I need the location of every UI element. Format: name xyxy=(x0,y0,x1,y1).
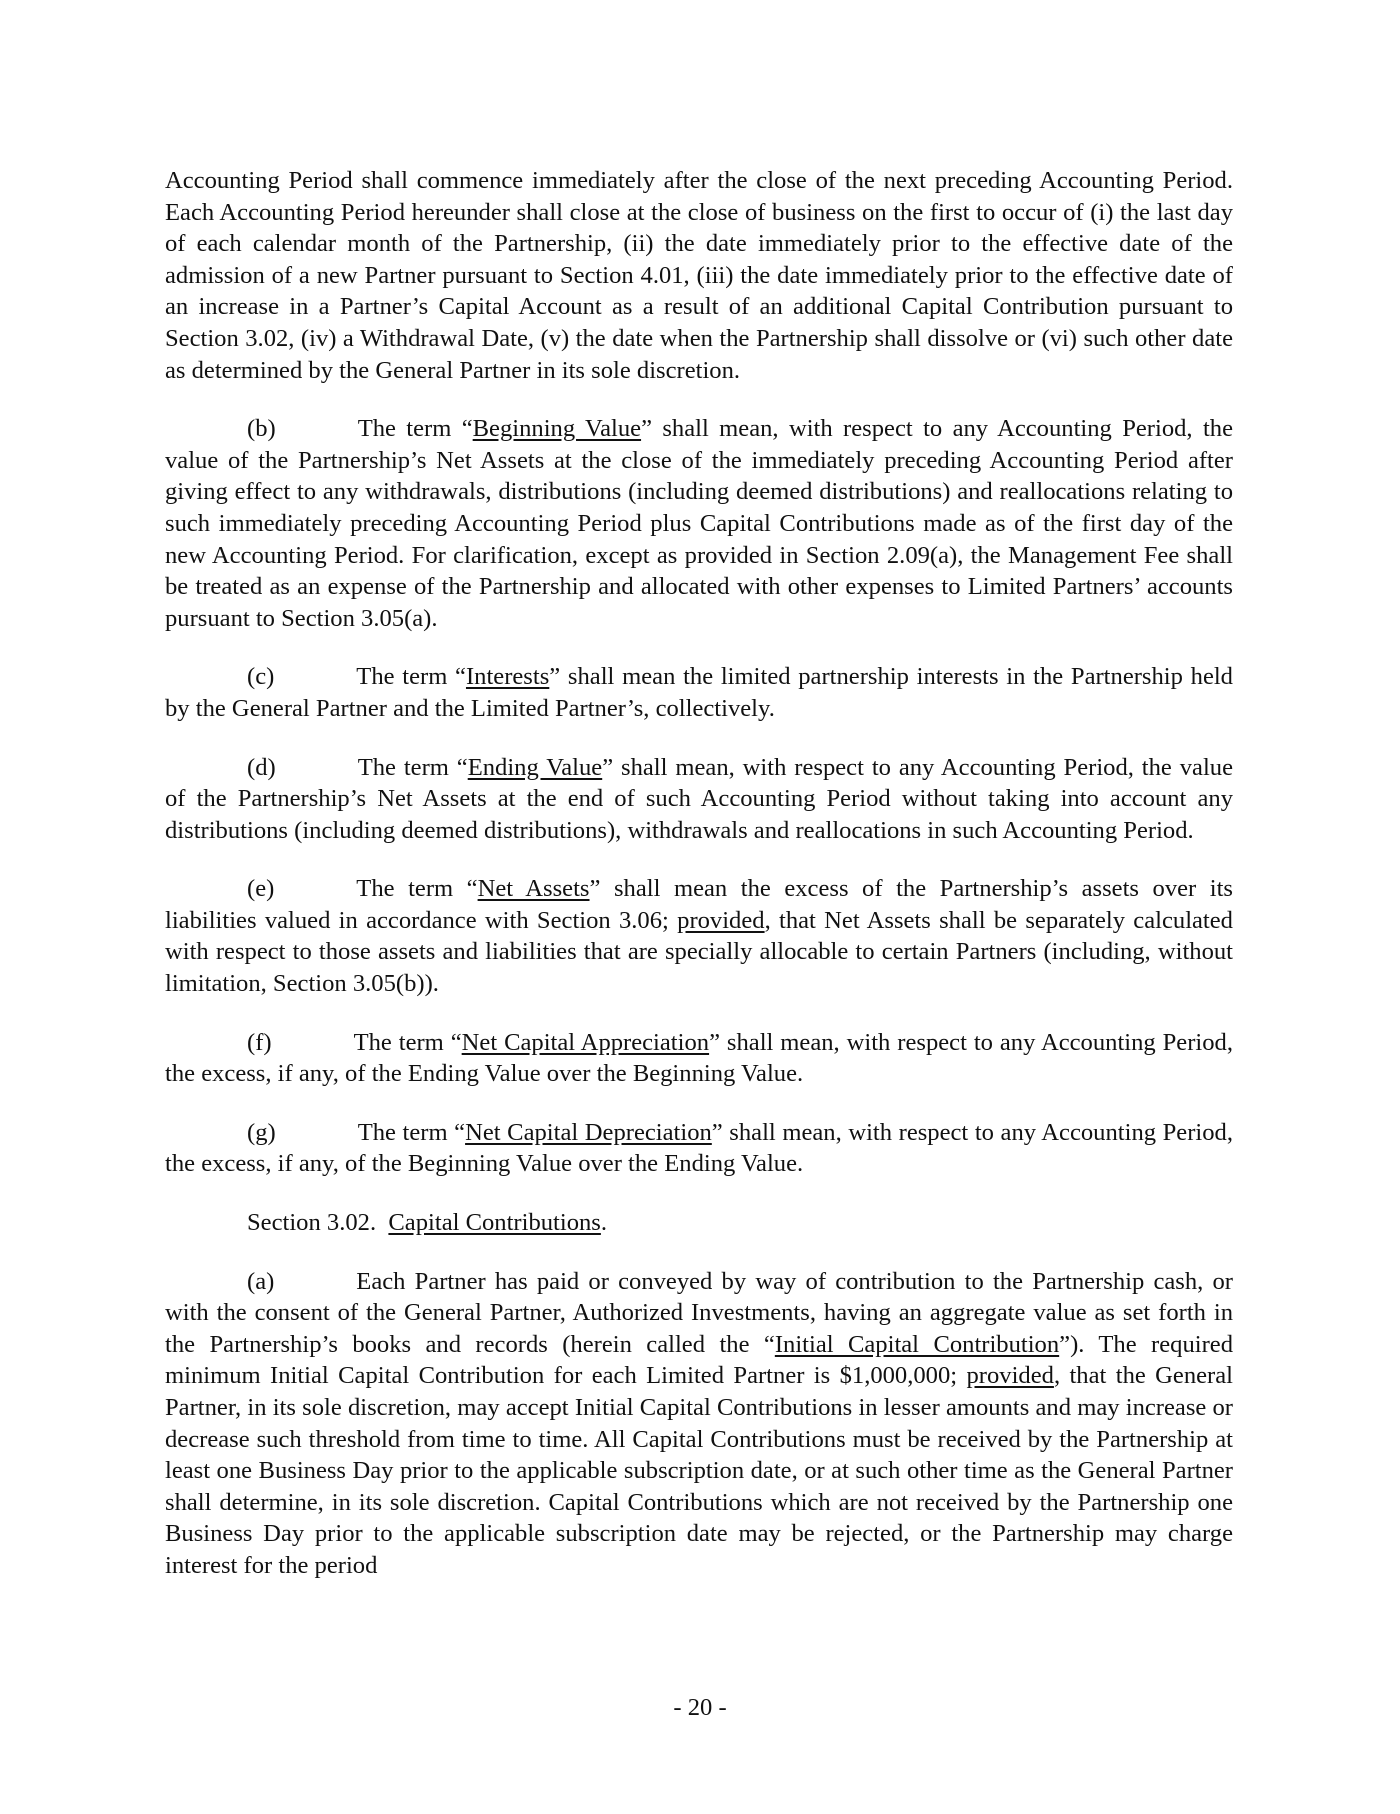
clause-label: (d) xyxy=(247,753,276,781)
defined-term: Net Capital Appreciation xyxy=(461,1028,710,1056)
clause-text: ” shall mean, with respect to any Accounting Period, the value of the Partnership’s Net Assets at the end of such Accounting Period without taking into account any distributions (including deemed distributions), withdrawals and reallocations in such Accounting Period. xyxy=(165,753,1233,844)
paragraph-section-a-capital-contributions xyxy=(165,1266,1233,1582)
defined-term: Net Capital Depreciation xyxy=(465,1118,712,1146)
section-title-period: . xyxy=(600,1209,608,1237)
clause-label: (g) xyxy=(247,1118,276,1146)
paragraph-b-beginning-value xyxy=(165,413,1233,634)
clause-lead: The term “ xyxy=(357,753,468,781)
defined-term: Initial Capital Contribution xyxy=(774,1330,1060,1358)
paragraph-e-net-assets xyxy=(165,873,1233,999)
proviso-term: provided xyxy=(966,1362,1054,1390)
paragraph-f-net-capital-appreciation xyxy=(165,1027,1233,1090)
clause-label: (c) xyxy=(247,663,275,691)
clause-text: ” shall mean, with respect to any Accounting Period, the value of the Partnership’s Net Assets at the close of the immediately preceding Accounting Period after giving effect to any withdrawals, distributions (including deemed distributions) and reallocations relating to such immediately preceding Accounting Period plus Capital Contributions made as of the first day of the new Accounting Period. For clarification, except as provided in Section 2.09(a), the Management Fee shall be treated as an expense of the Partnership and allocated with other expenses to Limited Partners’ accounts pursuant to Section 3.05(a). xyxy=(165,415,1233,632)
clause-label: (f) xyxy=(247,1028,272,1056)
paragraph-g-net-capital-depreciation xyxy=(165,1117,1233,1180)
page-number: - 20 - xyxy=(673,1694,727,1721)
clause-text: ” shall mean the limited partnership interests in the Partnership held by the General Partner and the Limited Partner’s, collectively. xyxy=(165,663,1233,722)
clause-lead: The term “ xyxy=(356,663,466,691)
paragraph-d-ending-value xyxy=(165,752,1233,847)
section-title: Capital Contributions xyxy=(388,1209,601,1237)
document-page xyxy=(165,165,1233,1609)
proviso-term: provided xyxy=(677,906,765,934)
clause-text: ” shall mean the excess of the Partnership’s assets over its liabilities valued in accordance with Section 3.06; xyxy=(165,875,1233,934)
clause-lead: The term “ xyxy=(356,875,478,903)
clause-label: (a) xyxy=(247,1267,275,1295)
section-number: Section 3.02. xyxy=(247,1209,377,1237)
clause-label: (e) xyxy=(247,875,275,903)
paragraph-accounting-period: Accounting Period shall commence immediately after the close of the next preceding Accounting Period. Each Accounting Period hereunder shall close at the close of business on the first to occur of (i) the last day of each calendar month of the Partnership, (ii) the date immediately prior to the effective date of the admission of a new Partner pursuant to Section 4.01, (iii) the date immediately prior to the effective date of an increase in a Partner’s Capital Account as a result of an additional Capital Contribution pursuant to Section 3.02, (iv) a Withdrawal Date, (v) the date when the Partnership shall dissolve or (vi) such other date as determined by the General Partner in its sole discretion. xyxy=(165,167,1233,384)
defined-term: Beginning Value xyxy=(472,415,642,443)
clause-text: ” shall mean, with respect to any Accounting Period, the excess, if any, of the Ending Value over the Beginning Value. xyxy=(165,1028,1233,1088)
section-heading xyxy=(165,1207,1233,1239)
defined-term: Ending Value xyxy=(467,753,603,781)
paragraph-c-interests xyxy=(165,661,1233,724)
clause-text: ”). The required minimum Initial Capital Contribution for each Limited Partner is $1,000,000; xyxy=(165,1330,1233,1390)
defined-term: Net Assets xyxy=(477,875,590,903)
clause-lead: The term “ xyxy=(357,415,473,443)
defined-term: Interests xyxy=(465,663,550,691)
clause-lead: The term “ xyxy=(357,1118,466,1146)
clause-text: , that the General Partner, in its sole discretion, may accept Initial Capital Contributions in lesser amounts and may increase or decrease such threshold from time to time. All Capital Contributions must be received by the Partnership at least one Business Day prior to the applicable subscription date, or at such other time as the General Partner shall determine, in its sole discretion. Capital Contributions which are not received by the Partnership one Business Day prior to the applicable subscription date may be rejected, or the Partnership may charge interest for the period xyxy=(165,1362,1233,1579)
clause-label: (b) xyxy=(247,415,276,443)
clause-text: ” shall mean, with respect to any Accounting Period, the excess, if any, of the Beginning Value over the Ending Value. xyxy=(165,1118,1233,1178)
clause-text: , that Net Assets shall be separately calculated with respect to those assets and liabilities that are specially allocable to certain Partners (including, without limitation, Section 3.05(b)). xyxy=(165,906,1233,998)
clause-text: Each Partner has paid or conveyed by way of contribution to the Partnership cash, or with the consent of the General Partner, Authorized Investments, having an aggregate value as set forth in the Partnership’s books and records (herein called the “ xyxy=(165,1267,1233,1358)
clause-lead: The term “ xyxy=(353,1028,462,1056)
